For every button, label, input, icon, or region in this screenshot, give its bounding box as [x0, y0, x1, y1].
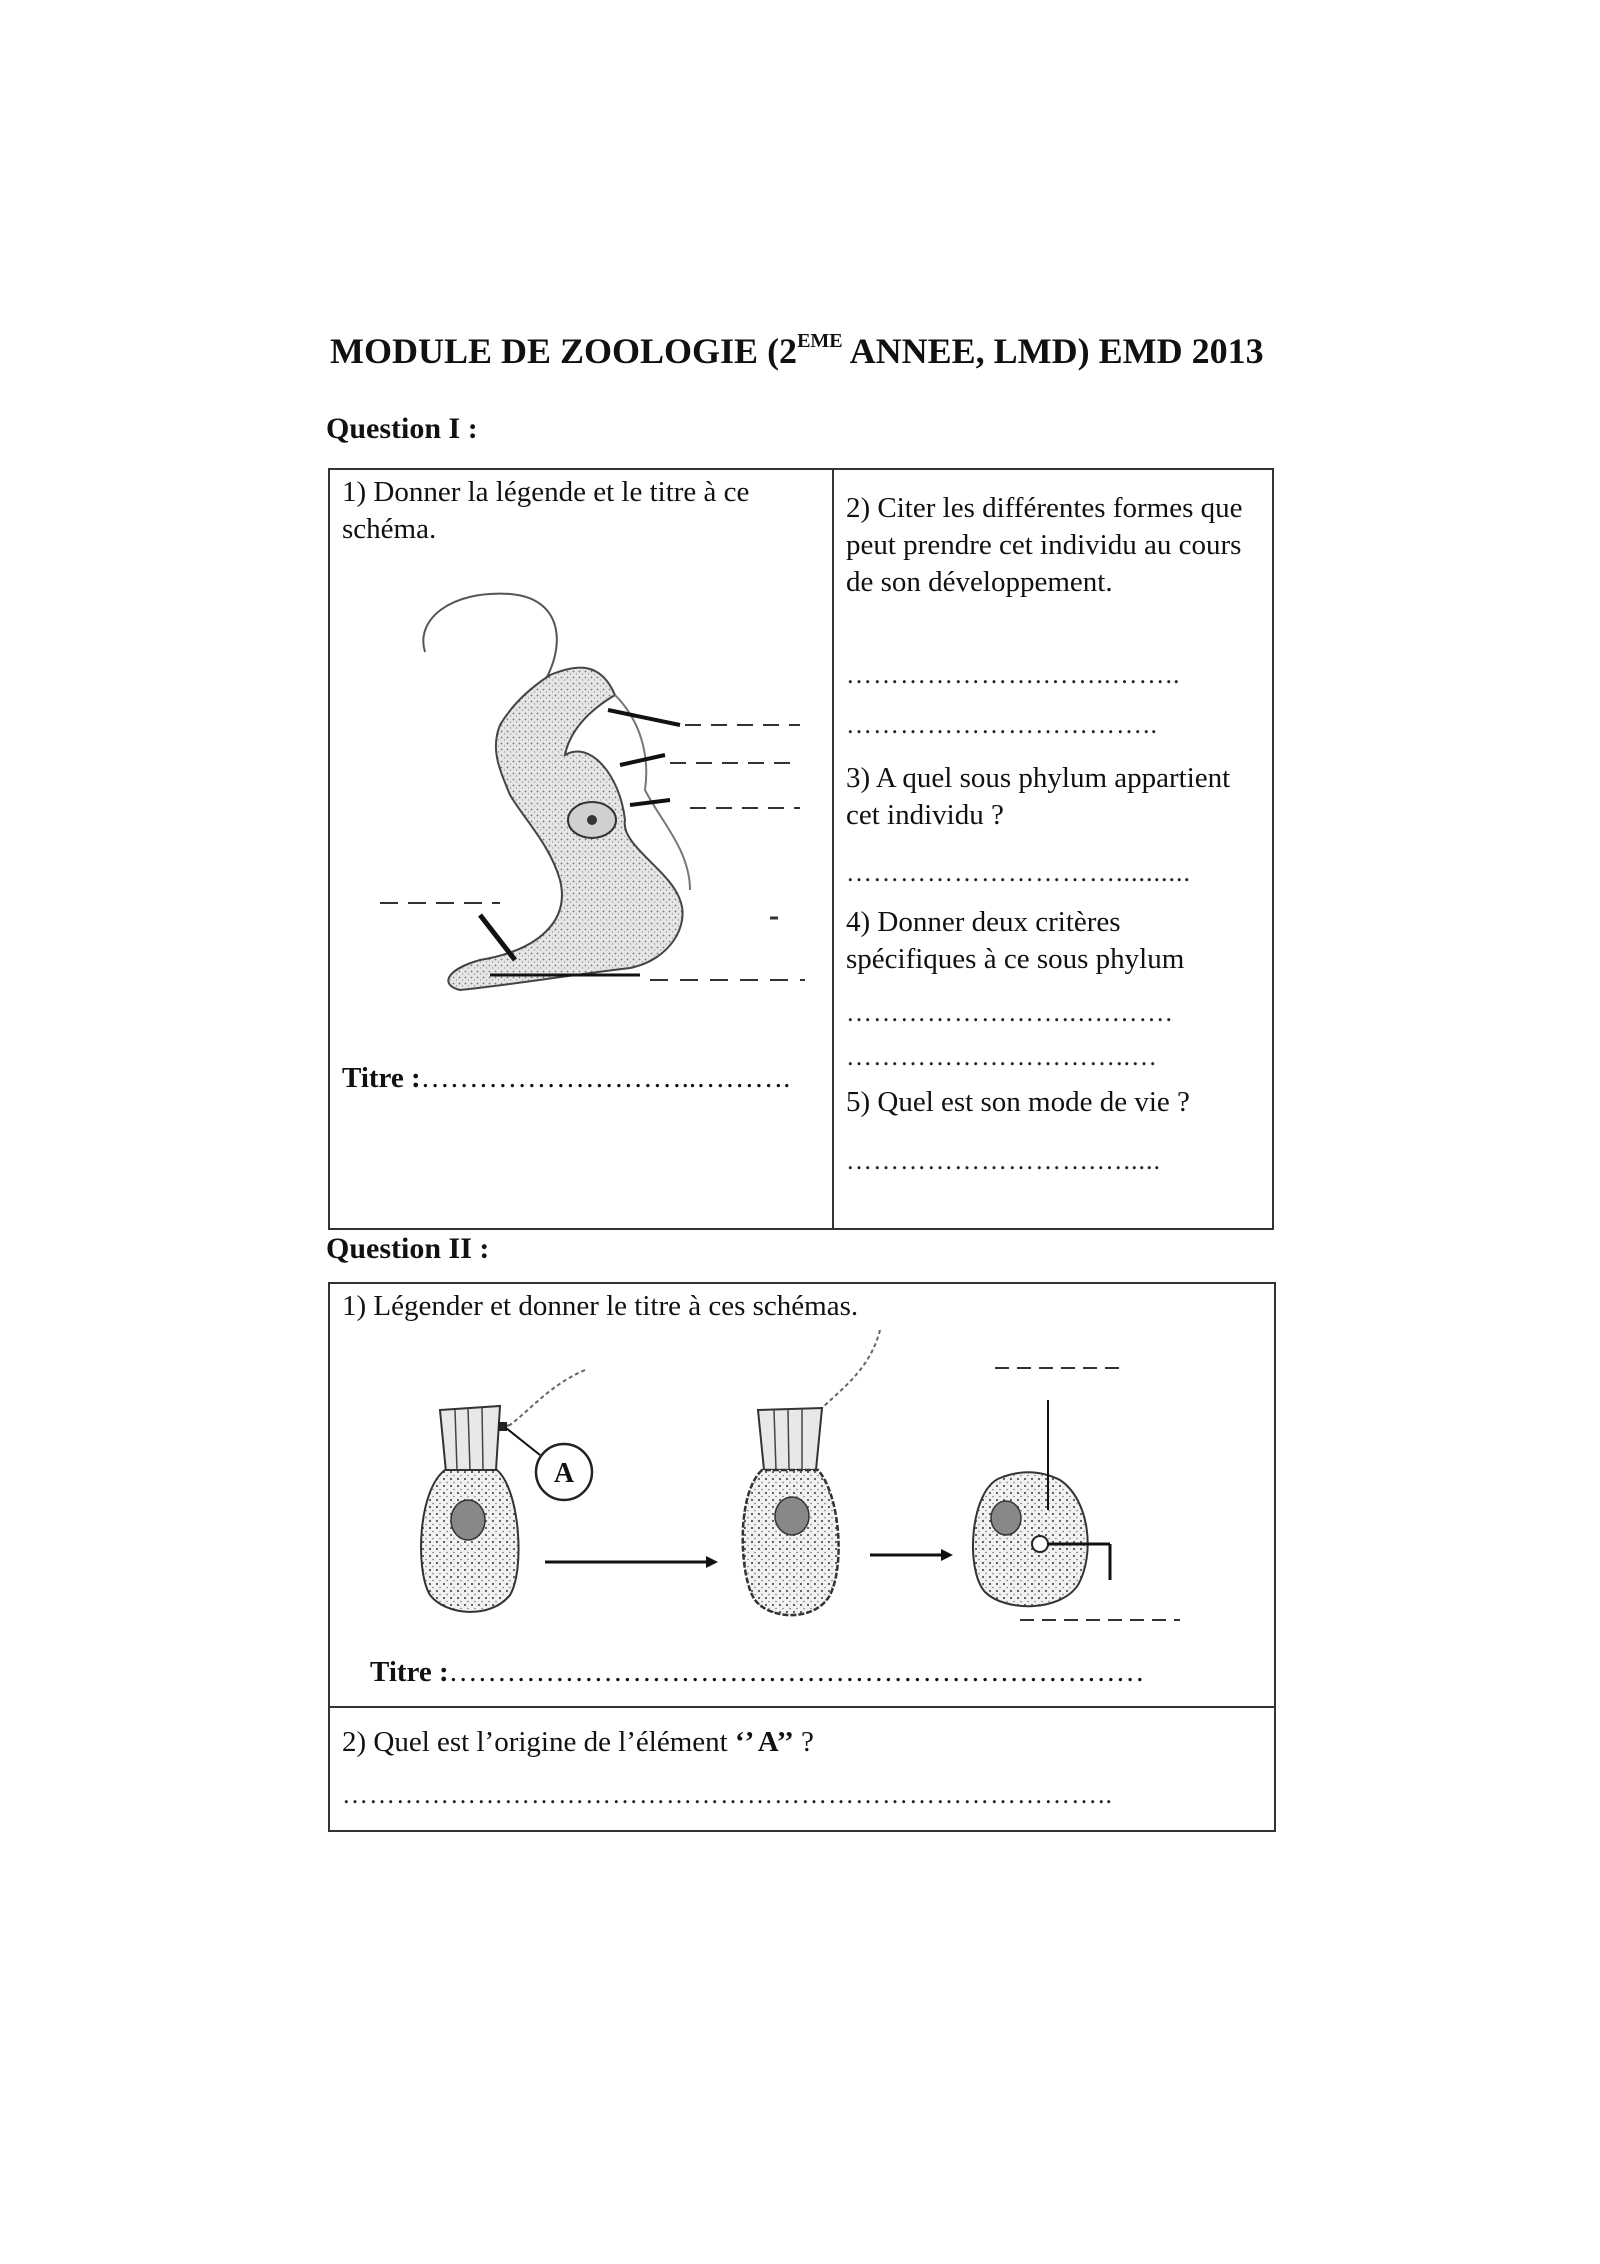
q2-title-line: Titre :……………………………………………………………… [370, 1656, 1145, 1688]
q1-instruction: 1) Donner la légende et le titre à ce schéma. [342, 476, 750, 545]
cell-transformation-diagram [400, 1330, 1220, 1660]
q4-question: 4) Donner deux critères spécifiques à ce sous phylum [846, 906, 1185, 975]
question-2-divider [328, 1706, 1276, 1708]
q4-answer-line-1: ……………………..….……. [846, 998, 1173, 1027]
q5-answer-line: ……………………….…..... [846, 1146, 1161, 1175]
label-a: A [553, 1458, 575, 1489]
question-2-heading: Question II : [326, 1232, 490, 1265]
question-1-heading: Question I : [326, 412, 478, 445]
question-1-divider [832, 468, 834, 1230]
q1-title-line: Titre :………………………..………. [342, 1062, 791, 1094]
parasite-diagram [350, 580, 830, 1020]
q4-answer-line-2: …………………………..… [846, 1042, 1158, 1071]
q2-2-question: 2) Quel est l’origine de l’élément ‘’ A’’ ? [342, 1726, 814, 1758]
q3-answer-line: ………………………….......... [846, 858, 1191, 887]
q2-question: 2) Citer les différentes formes que peut prendre cet individu au cours de son développement. [846, 492, 1243, 598]
q2-answer-line-2: …………………………….. [846, 710, 1158, 739]
q2-2-answer-line: ………………………………………………………………………….. [342, 1780, 1113, 1809]
q2-answer-line-1: ………………….……..…….. [846, 660, 1181, 689]
q2-1-instruction: 1) Légender et donner le titre à ces schémas. [342, 1290, 859, 1322]
q5-question: 5) Quel est son mode de vie ? [846, 1086, 1190, 1118]
q3-question: 3) A quel sous phylum appartient cet individu ? [846, 762, 1231, 831]
page-title: MODULE DE ZOOLOGIE (2EME ANNEE, LMD) EMD 2013 [330, 330, 1264, 371]
